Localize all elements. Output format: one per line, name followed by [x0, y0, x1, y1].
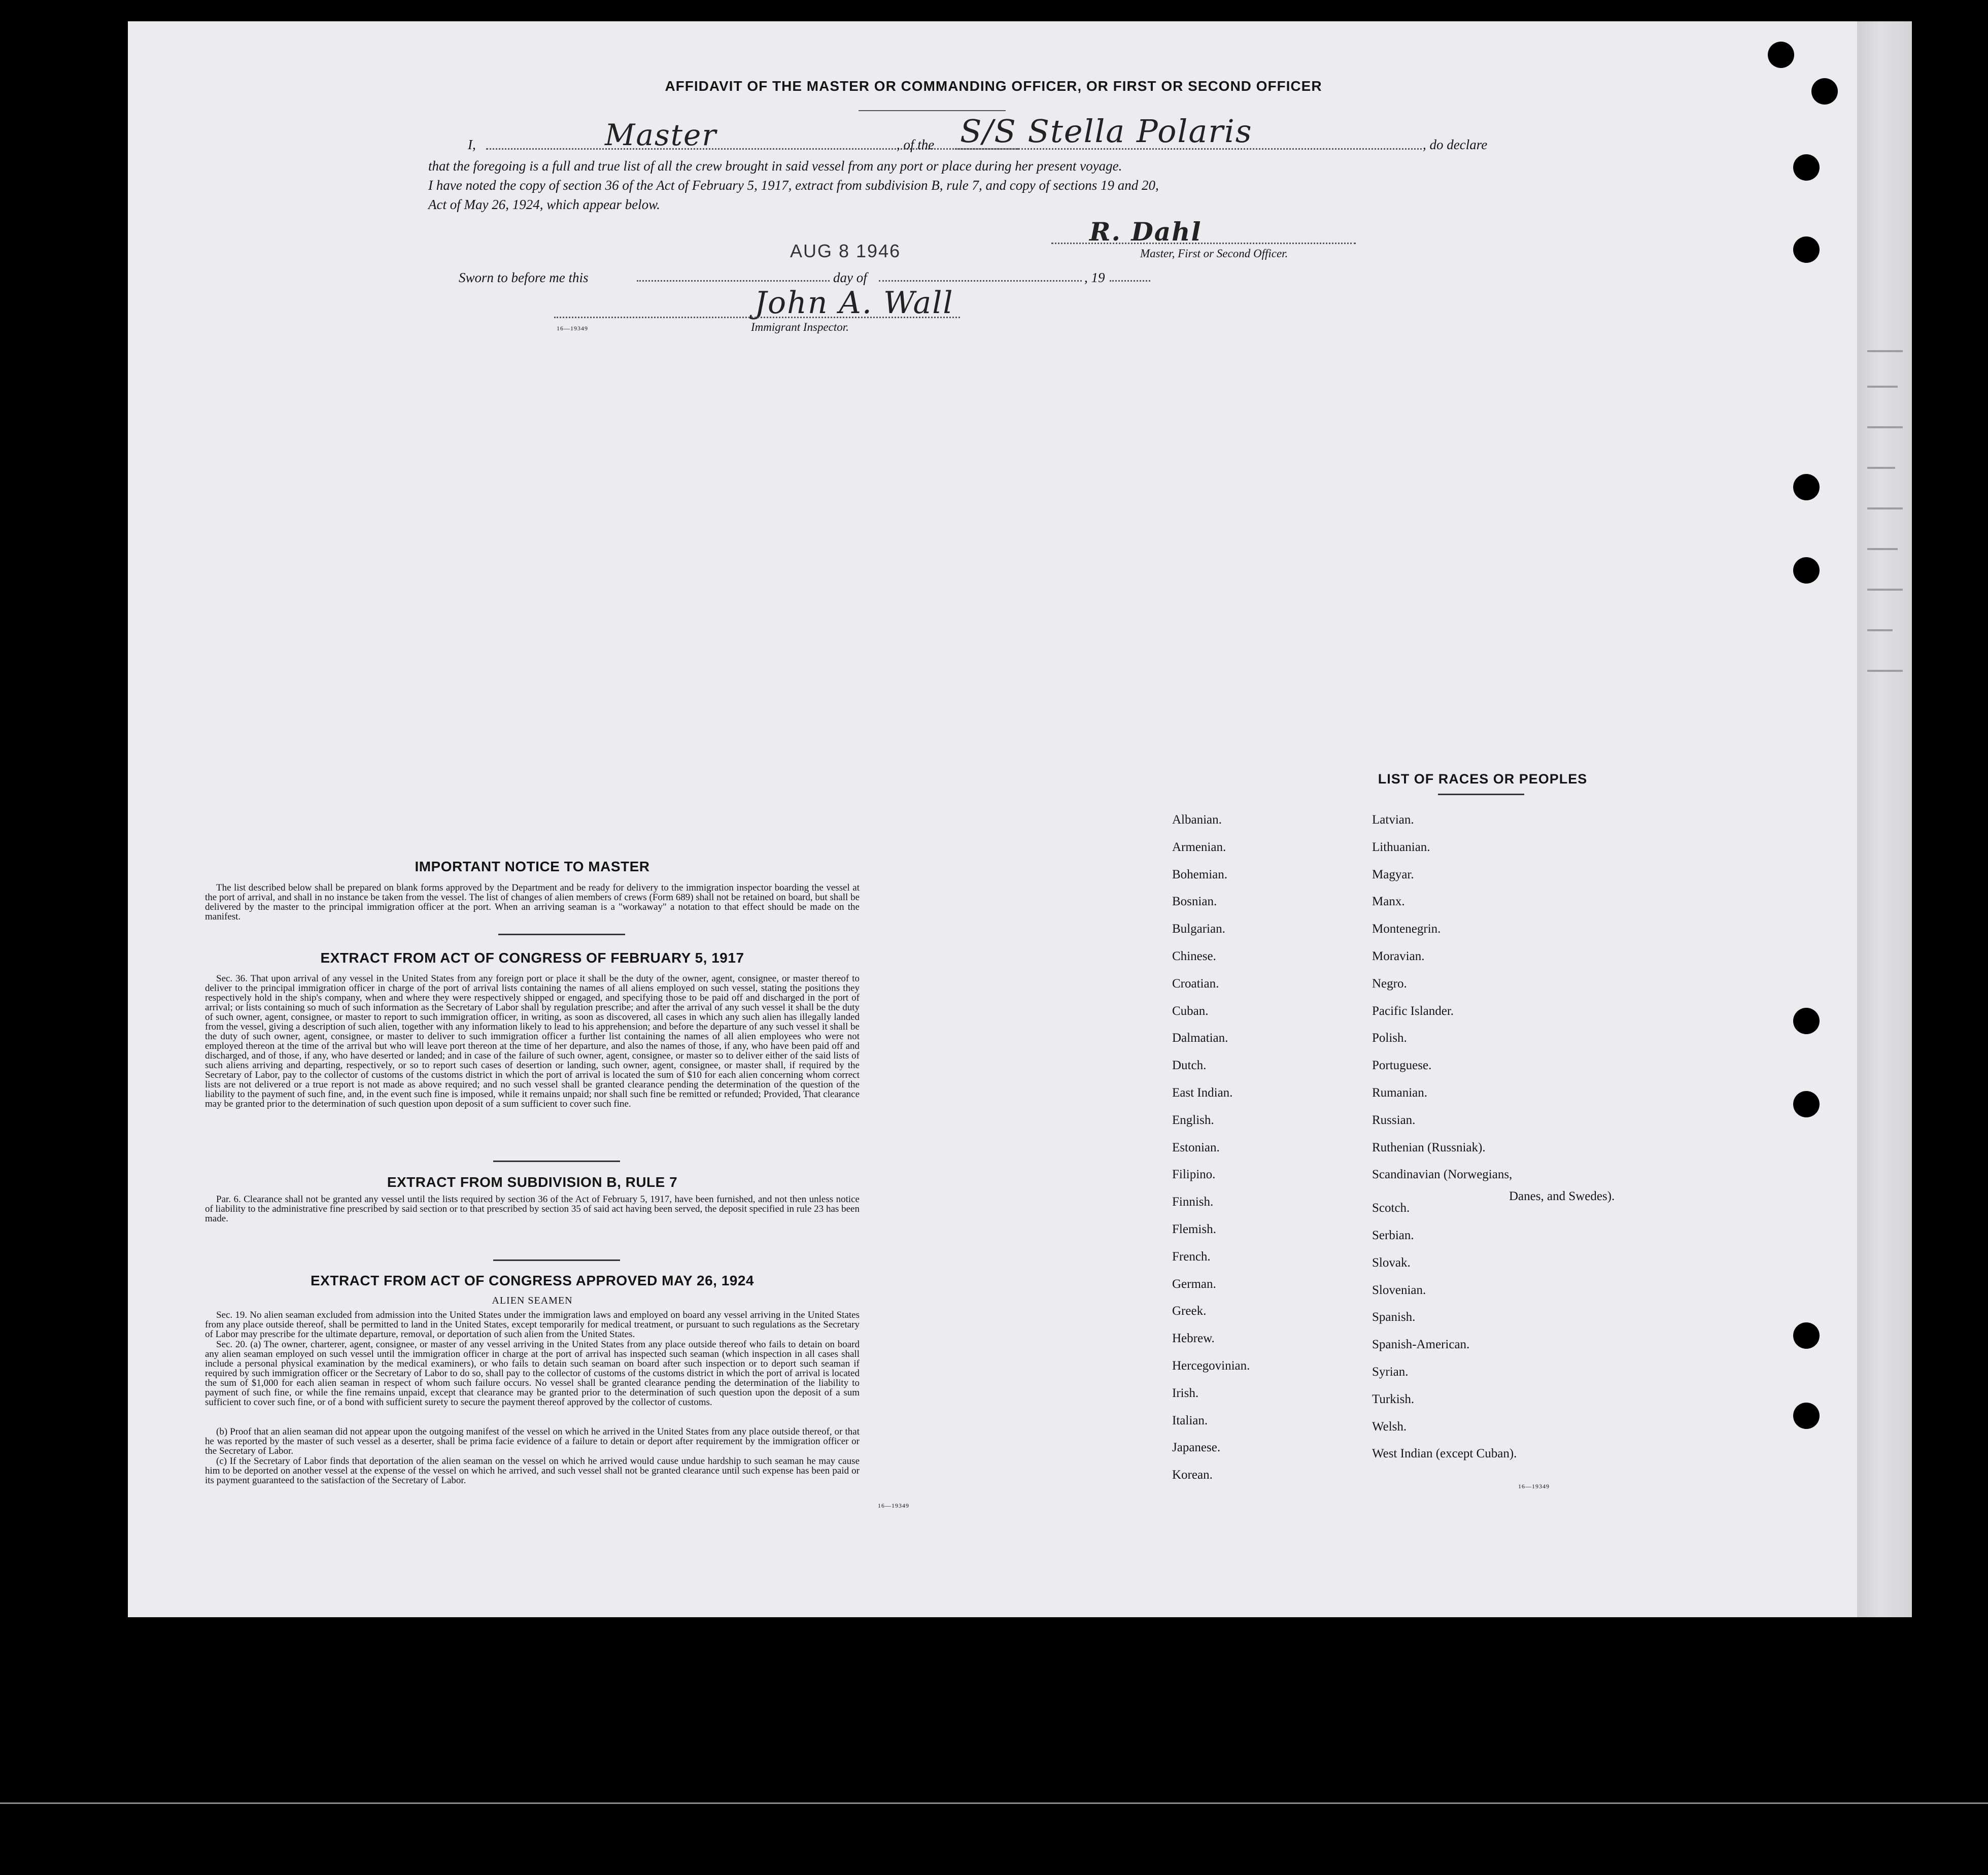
race-item: Moravian. [1372, 949, 1425, 963]
act1924-sec20a: Sec. 20. (a) The owner, charterer, agent, consignee, or master of any vessel arriving in the United States from any place outside thereof who fails to detain on board any alien seaman employed on such vessel until the immigration officer in charge at the port of arrival has inspected such seaman (which inspection in all cases shall include a personal physical examination by the medical examiners), or who fails to detain such seaman on board after such inspection or to deport such seaman if required by such immigration officer or the Secretary of Labor to do so, shall pay to the collector of customs of the customs district in which the port of arrival is located the sum of $1,000 for each alien seaman in respect of whom such failure occurs. No vessel shall be granted clearance pending the determination of the liability to payment of such fine, or while the fine remains unpaid, except that clearance may be granted prior to the determination of such question upon the deposit of a sum sufficient to cover such fine, or of a bond with sufficient surety to secure the payment thereof approved by the collector of customs. [205, 1339, 860, 1408]
race-item: Estonian. [1172, 1141, 1220, 1154]
day-of-label: day of [833, 270, 867, 285]
race-item: Cuban. [1172, 1004, 1209, 1018]
act1924-sec20c: (c) If the Secretary of Labor finds that deportation of the alien seaman on the vessel on which he arrived would cause undue hardship to such seaman he may cause him to be deported on another vessel at the expense of the vessel on which he arrived, and such vessel shall not be granted clearance until such expense has been paid or its payment guaranteed to the satisfaction of the Secretary of Labor. [205, 1456, 860, 1486]
race-item: Lithuanian. [1372, 840, 1430, 854]
punch-hole [1793, 1403, 1820, 1429]
ghost-line [1867, 629, 1893, 631]
punch-hole [1793, 1008, 1820, 1034]
ghost-line [1867, 386, 1898, 388]
divider [493, 1259, 620, 1261]
inspector-dotline [554, 317, 960, 318]
race-item: Japanese. [1172, 1441, 1221, 1454]
race-item: Slovenian. [1372, 1283, 1426, 1297]
officer-signature: R. Dahl [1089, 217, 1202, 247]
race-item: Bulgarian. [1172, 922, 1225, 936]
race-item: Russian. [1372, 1113, 1416, 1127]
act1924-sec19: Sec. 19. No alien seaman excluded from admission into the United States under the immigration laws and employed on board any vessel arriving in the United States from any place outside thereof, shall be permitted to land in the United States, except temporarily for medical treatment, or pursuant to such regulations as the Secretary of Labor may prescribe for the ultimate departure, removal, or deportation of such alien from the United States. [205, 1310, 860, 1340]
handwritten-master: Master [605, 118, 717, 152]
affidavit-i: I, [468, 137, 476, 152]
punch-hole [1768, 42, 1794, 68]
act1924-heading: EXTRACT FROM ACT OF CONGRESS APPROVED MAY 26, 1924 [311, 1273, 754, 1288]
race-item: Portuguese. [1372, 1059, 1432, 1072]
race-item: French. [1172, 1250, 1211, 1264]
punch-hole [1793, 236, 1820, 263]
ghost-line [1867, 589, 1903, 591]
notice-heading: IMPORTANT NOTICE TO MASTER [415, 859, 650, 874]
ghost-line [1867, 350, 1903, 352]
race-item: Montenegrin. [1372, 922, 1441, 936]
race-item: Armenian. [1172, 840, 1226, 854]
affidavit-form-number: 16—19349 [557, 325, 588, 332]
race-item: Croatian. [1172, 977, 1219, 991]
punch-hole [1793, 154, 1820, 181]
race-item: Latvian. [1372, 813, 1414, 827]
race-item: Dalmatian. [1172, 1031, 1228, 1045]
race-item: Turkish. [1372, 1392, 1415, 1406]
divider [498, 934, 625, 935]
race-item: Irish. [1172, 1386, 1199, 1400]
act1917-text: Sec. 36. That upon arrival of any vessel in the United States from any foreign port or place it shall be the duty of the owner, agent, consignee, or master thereof to deliver to the principal immigration officer in charge of the port of arrival lists containing the names of all aliens employed on such vessel, stating the positions they respectively hold in the ship's company, when and where they were respectively shipped or engaged, and specifying those to be paid off and discharged in the port of arrival; or lists containing so much of such information as the Secretary of Labor shall by regulation prescribe; and after the arrival of any such vessel it shall be the duty of such owner, agent, consignee, or master to report to such immigration officer, in writing, as soon as discovered, all cases in which any such alien has illegally landed from the vessel, giving a description of such alien, together with any information likely to lead to his apprehension; and before the departure of any such vessel it shall be the duty of such owner, agent, consignee, or master to deliver to such immigration officer a further list containing the names of all alien employees who were not employed thereon at the time of the arrival but who will leave port thereon at the time of her departure, and also the names of those, if any, who have been paid off and discharged, and of those, if any, who have deserted or landed; and in case of the failure of such owner, agent, consignee, or master so to deliver either of the said lists of such aliens arriving and departing, respectively, or so to report such cases of desertion or landing, such owner, agent, consignee, or master shall, if required by the Secretary of Labor, pay to the collector of customs of the customs district in which the port of arrival is located the sum of $10 for each alien concerning whom correct lists are not delivered or a true report is not made as above required; and no such vessel shall be granted clearance pending the determination of the question of the liability to the payment of such fine, and, in the event such fine is imposed, while it remains unpaid; nor shall such fine be remitted or refunded; Provided, That clearance may be granted prior to the determination of such question upon deposit of a sum sufficient to cover such fine. [205, 973, 860, 1109]
handwritten-vessel: S/S Stella Polaris [960, 113, 1253, 150]
punch-hole [1793, 1091, 1820, 1117]
race-item: Serbian. [1372, 1229, 1414, 1242]
race-item: Polish. [1372, 1031, 1407, 1045]
officer-caption: Master, First or Second Officer. [1140, 247, 1288, 260]
race-item: West Indian (except Cuban). [1372, 1447, 1517, 1460]
race-item: Rumanian. [1372, 1086, 1428, 1100]
divider [1438, 794, 1524, 795]
race-item: Finnish. [1172, 1195, 1214, 1209]
ghost-line [1867, 426, 1903, 428]
ghost-line [1867, 670, 1903, 672]
affidavit-line2: that the foregoing is a full and true list of all the crew brought in said vessel from any port or place during her present voyage. [428, 158, 1122, 174]
race-item: Bohemian. [1172, 868, 1228, 881]
race-item: Spanish-American. [1372, 1338, 1470, 1351]
ghost-line [1867, 507, 1903, 509]
act1917-heading: EXTRACT FROM ACT OF CONGRESS OF FEBRUARY 5, 1917 [320, 950, 744, 966]
inspector-signature: John A. Wall [755, 285, 954, 321]
act1924-form-number: 16—19349 [878, 1502, 909, 1509]
affidavit-line4: Act of May 26, 1924, which appear below. [428, 197, 660, 212]
year-label: , 19 [1084, 270, 1105, 285]
punch-hole [1793, 1322, 1820, 1349]
race-item: Spanish. [1372, 1310, 1416, 1324]
race-item: Dutch. [1172, 1059, 1207, 1072]
act1924-subheading: ALIEN SEAMEN [492, 1295, 573, 1306]
race-item: Greek. [1172, 1304, 1207, 1318]
affidavit-declare: , do declare [1423, 137, 1488, 152]
race-item: Manx. [1372, 895, 1405, 908]
date-stamp: AUG 8 1946 [790, 241, 901, 261]
rule7-text: Par. 6. Clearance shall not be granted any vessel until the lists required by section 36 of the Act of February 5, 1917, have been furnished, and not then unless notice of liability to the administrative fine prescribed by said section or to that prescribed by section 35 of said act having been served, the deposit specified in rule 23 has been made. [205, 1194, 860, 1224]
race-item: Scotch. [1372, 1201, 1410, 1215]
affidavit-line3: I have noted the copy of section 36 of the Act of February 5, 1917, extract from subdivision B, rule 7, and copy of sections 19 and 20, [428, 178, 1159, 193]
races-heading: LIST OF RACES OR PEOPLES [1378, 771, 1588, 787]
month-dotline [879, 280, 1082, 282]
ghost-line [1867, 548, 1898, 550]
punch-hole [1811, 78, 1838, 105]
race-item: Scandinavian (Norwegians, [1372, 1168, 1513, 1181]
race-item: Slovak. [1372, 1256, 1411, 1270]
race-item: Flemish. [1172, 1222, 1216, 1236]
race-item: Filipino. [1172, 1168, 1216, 1181]
punch-hole [1793, 557, 1820, 584]
divider [493, 1161, 620, 1162]
race-item: English. [1172, 1113, 1214, 1127]
sworn-label: Sworn to before me this [459, 270, 589, 285]
notice-text: The list described below shall be prepared on blank forms approved by the Department and be ready for delivery to the immigration inspector boarding the vessel at the port of arrival, and shall in no instance be taken from the vessel. The list of changes of alien members of crews (Form 689) shall not be retained on board, but shall be delivered by the master to the principal immigration officer at the port. When an arriving seaman is a "workaway" a notation to that effect should be made on the manifest. [205, 882, 860, 922]
affidavit-of-the: , of the [897, 137, 935, 152]
race-item: Negro. [1372, 977, 1407, 991]
race-item: Albanian. [1172, 813, 1222, 827]
race-item: Magyar. [1372, 868, 1414, 881]
race-item: East Indian. [1172, 1086, 1233, 1100]
race-item: Bosnian. [1172, 895, 1217, 908]
race-item: Hebrew. [1172, 1332, 1215, 1345]
race-item: Ruthenian (Russniak). [1372, 1141, 1486, 1154]
race-item: Italian. [1172, 1414, 1208, 1427]
document-page [128, 21, 1859, 1617]
sworn-dotline [637, 280, 830, 282]
adjacent-page-edge [1857, 21, 1912, 1617]
vessel-overline [859, 110, 1006, 111]
race-item: German. [1172, 1277, 1216, 1291]
punch-hole [1793, 474, 1820, 500]
inspector-caption: Immigrant Inspector. [751, 321, 849, 333]
races-form-number: 16—19349 [1518, 1483, 1550, 1490]
race-item: Chinese. [1172, 949, 1216, 963]
race-item: Danes, and Swedes). [1509, 1189, 1615, 1203]
affidavit-title: AFFIDAVIT OF THE MASTER OR COMMANDING OFFICER, OR FIRST OR SECOND OFFICER [665, 78, 1322, 94]
race-item: Hercegovinian. [1172, 1359, 1250, 1373]
master-dotline [486, 148, 1019, 150]
race-item: Syrian. [1372, 1365, 1409, 1379]
race-item: Welsh. [1372, 1420, 1407, 1434]
officer-dotline [1051, 243, 1356, 244]
race-item: Korean. [1172, 1468, 1213, 1482]
rule7-heading: EXTRACT FROM SUBDIVISION B, RULE 7 [387, 1174, 678, 1190]
year-dotline [1110, 280, 1150, 282]
ghost-line [1867, 467, 1895, 469]
race-item: Pacific Islander. [1372, 1004, 1454, 1018]
act1924-sec20b: (b) Proof that an alien seaman did not appear upon the outgoing manifest of the vessel on which he arrived in the United States from any place outside thereof, or that he was reported by the master of such vessel as a deserter, shall be prima facie evidence of a failure to detain or deport after requirement by the immigration officer or the Secretary of Labor. [205, 1426, 860, 1456]
bottom-line [0, 1802, 1988, 1804]
